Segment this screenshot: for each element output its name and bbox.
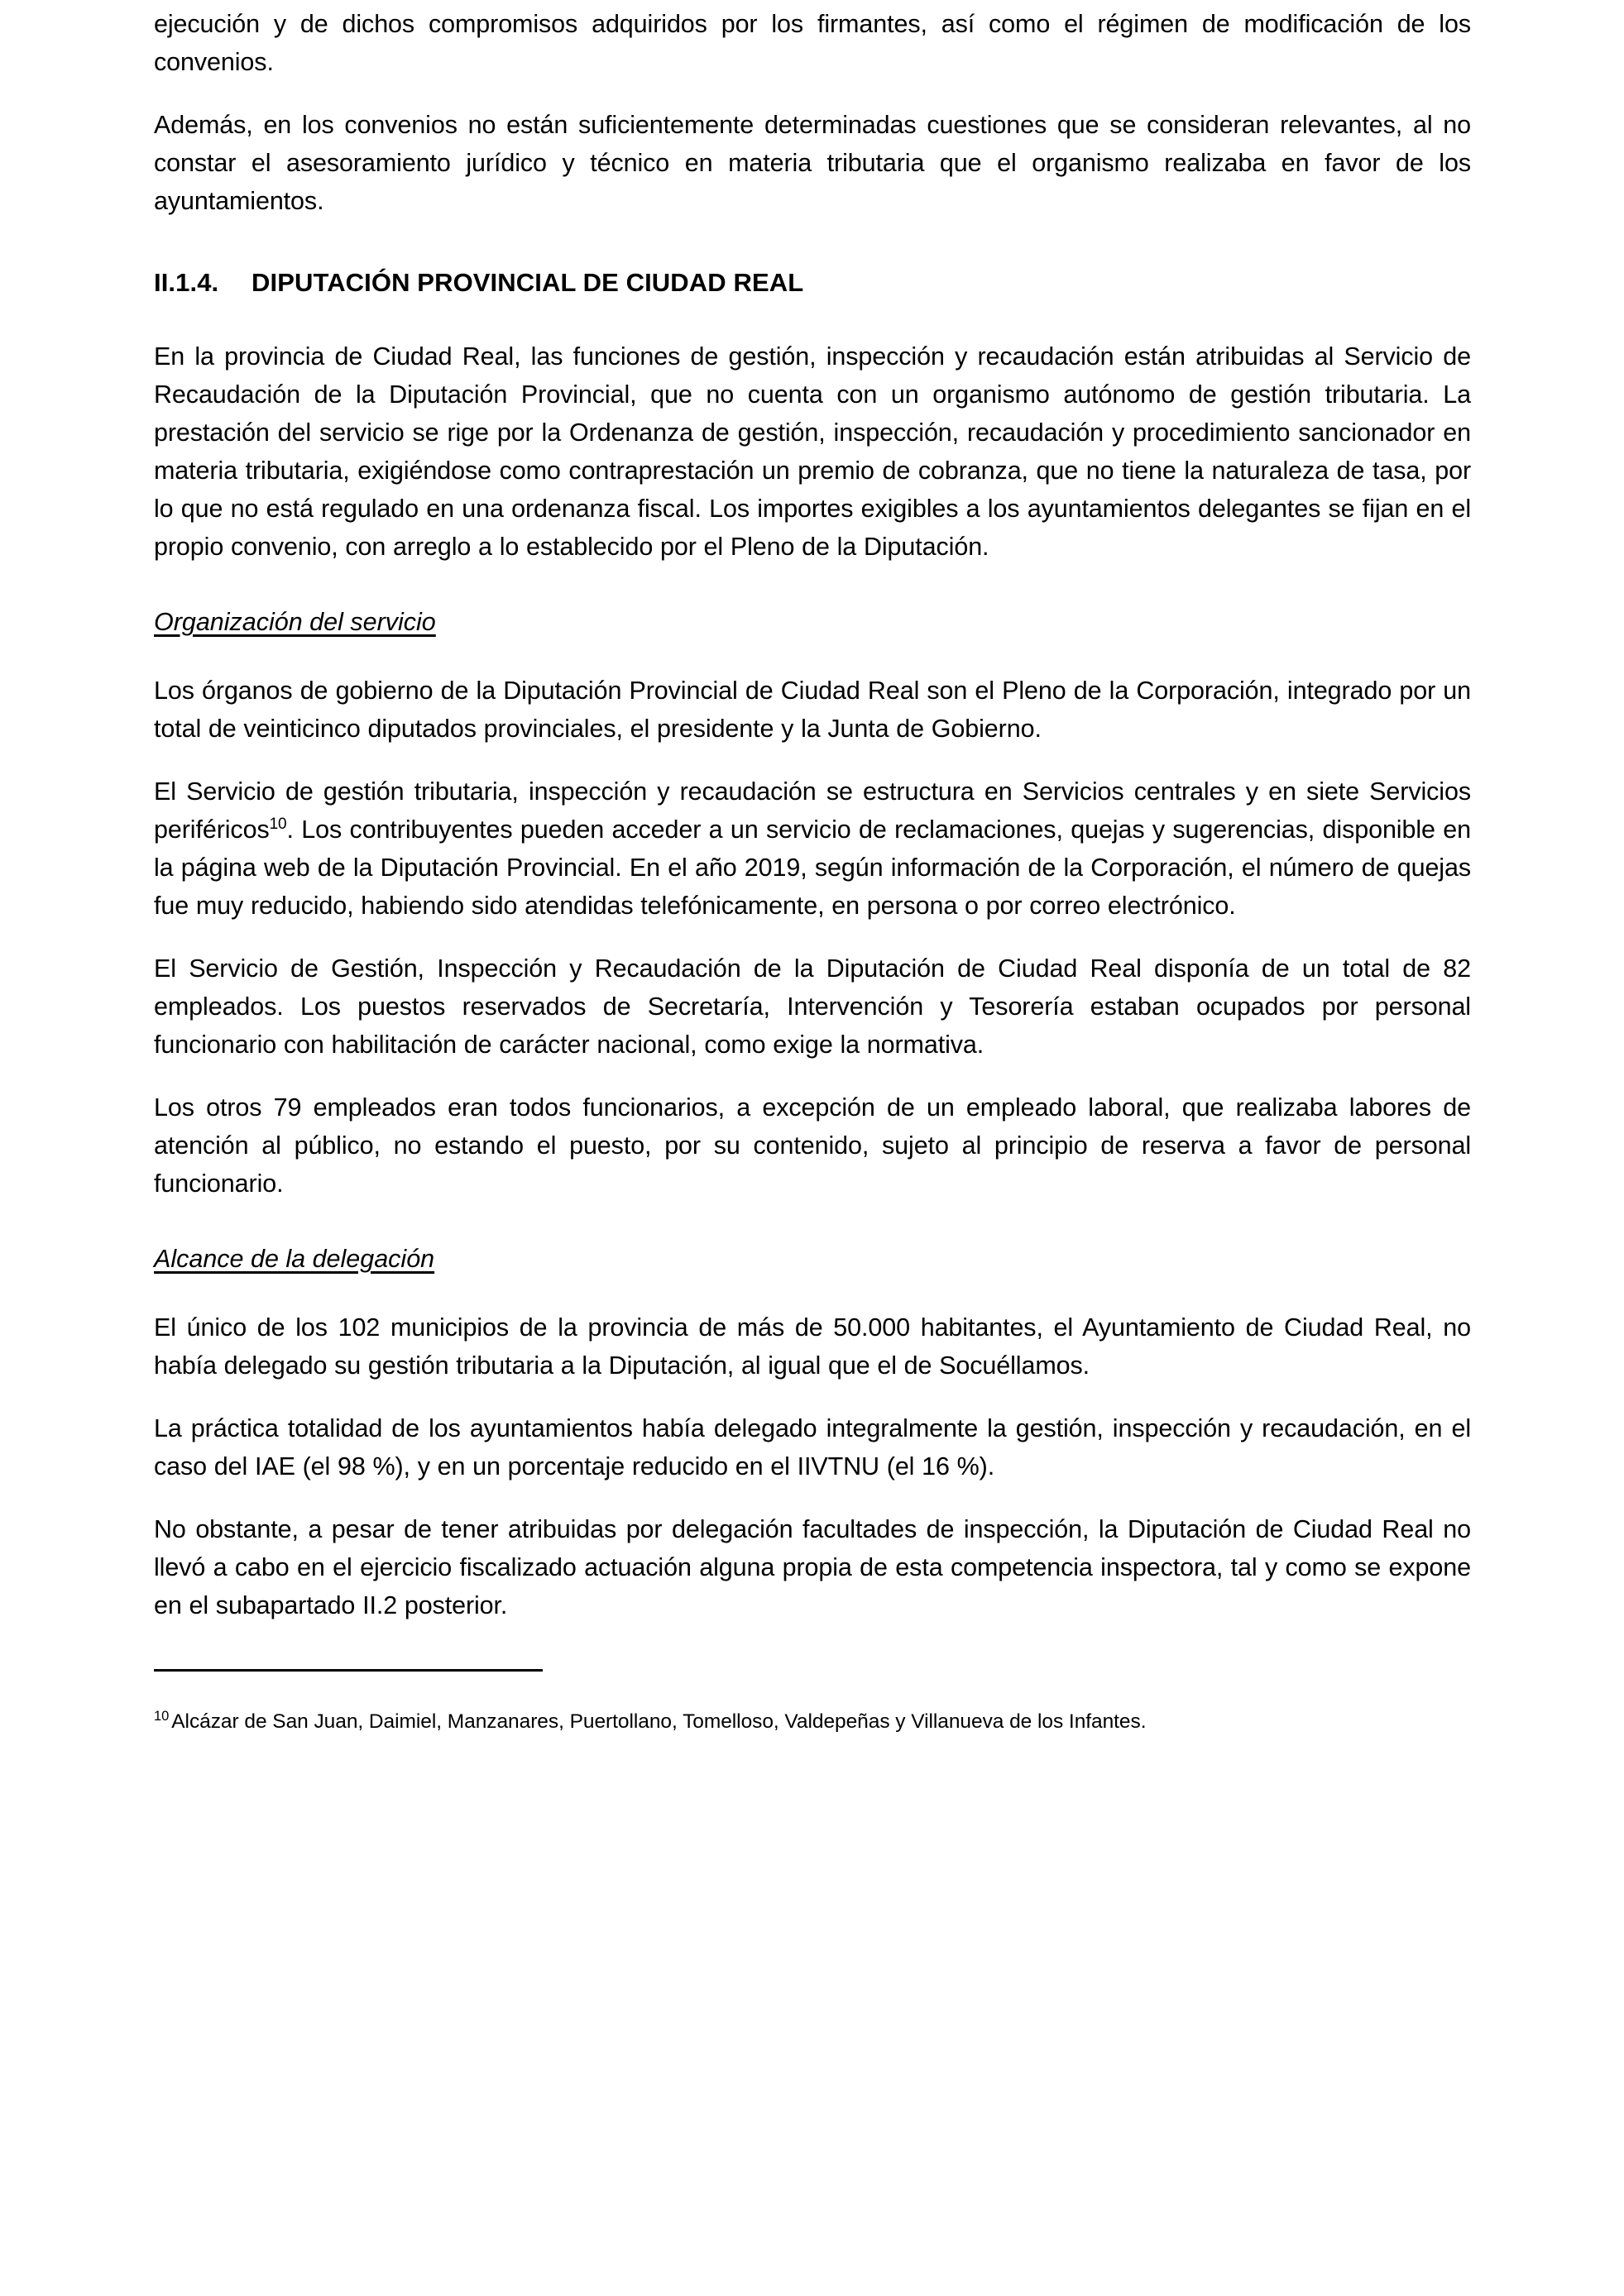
paragraph-servicios-perifericos xyxy=(154,773,1471,925)
paragraph-empleados-funcionarios: Los otros 79 empleados eran todos funcionarios, a excepción de un empleado laboral, que realizaba labores de atención al público, no estando el puesto, por su contenido, sujeto al principio de reserva a favor de personal funcionario. xyxy=(154,1093,1471,1198)
footnote-area xyxy=(154,1669,1471,1736)
paragraph-delegacion-iae-iivtnu: La práctica totalidad de los ayuntamientos había delegado integralmente la gestión, inspección y recaudación, en el caso del IAE (el 98 %), y en un porcentaje reducido en el IIVTNU (el 16 %). xyxy=(154,1414,1471,1480)
paragraph-competencia-inspectora: No obstante, a pesar de tener atribuidas por delegación facultades de inspección, la Diputación de Ciudad Real no llevó a cabo en el ejercicio fiscalizado actuación alguna propia de esta competencia inspectora, tal y como se expone en el subapartado II.2 posterior. xyxy=(154,1515,1471,1619)
footnote-separator-rule xyxy=(154,1669,543,1672)
page-content xyxy=(154,0,1471,1624)
subheading-organizacion-label: Organización del servicio xyxy=(154,608,436,636)
paragraph-servicios-perifericos-part1: El Servicio de gestión tributaria, inspección y recaudación se estructura en Servicios centrales y en siete Servicios periféricos xyxy=(154,777,1471,844)
page-title xyxy=(154,266,1471,299)
footnote-reference-10[interactable]: 10 xyxy=(269,815,287,833)
subheading-alcance-de-la-delegacion xyxy=(154,1242,1471,1275)
subheading-organizacion-del-servicio xyxy=(154,605,1471,639)
paragraph-convenios-relevantes: Además, en los convenios no están suficientemente determinadas cuestiones que se consideran relevantes, al no constar el asesoramiento jurídico y técnico en materia tributaria que el organismo realizaba en favor de los ayuntamientos. xyxy=(154,111,1471,215)
paragraph-municipios: El único de los 102 municipios de la provincia de más de 50.000 habitantes, el Ayuntamiento de Ciudad Real, no había delegado su gestión tributaria a la Diputación, al igual que el de Socuéllamos. xyxy=(154,1313,1471,1380)
section-number: II.1.4. xyxy=(154,268,219,297)
section-title: DIPUTACIÓN PROVINCIAL DE CIUDAD REAL xyxy=(252,268,804,297)
paragraph-organos-de-gobierno: Los órganos de gobierno de la Diputación Provincial de Ciudad Real son el Pleno de la Corporación, integrado por un total de veinticinco diputados provinciales, el presidente y la Junta de Gobierno. xyxy=(154,677,1471,743)
paragraph-empleados-total: El Servicio de Gestión, Inspección y Recaudación de la Diputación de Ciudad Real disponía de un total de 82 empleados. Los puestos reservados de Secretaría, Intervención y Tesorería estaban ocupados por personal funcionario con habilitación de carácter nacional, como exige la normativa. xyxy=(154,954,1471,1059)
paragraph-section-intro: En la provincia de Ciudad Real, las funciones de gestión, inspección y recaudación están atribuidas al Servicio de Recaudación de la Diputación Provincial, que no cuenta con un organismo autónomo de gestión tributaria. La prestación del servicio se rige por la Ordenanza de gestión, inspección, recaudación y procedimiento sancionador en materia tributaria, exigiéndose como contraprestación un premio de cobranza, que no tiene la naturaleza de tasa, por lo que no está regulado en una ordenanza fiscal. Los importes exigibles a los ayuntamientos delegantes se fijan en el propio convenio, con arreglo a lo establecido por el Pleno de la Diputación. xyxy=(154,342,1471,561)
footnote-marker: 10 xyxy=(154,1708,170,1724)
paragraph-servicios-perifericos-part2: . Los contribuyentes pueden acceder a un servicio de reclamaciones, quejas y sugerencias, disponible en la página web de la Diputación Provincial. En el año 2019, según información de la Corporación, el número de quejas fue muy reducido, habiendo sido atendidas telefónicamente, en persona o por correo electrónico. xyxy=(154,816,1471,920)
footnote-entry xyxy=(154,1708,1471,1736)
footnote-text: Alcázar de San Juan, Daimiel, Manzanares, Puertollano, Tomelloso, Valdepeñas y Villanueva de los Infantes. xyxy=(171,1710,1147,1733)
paragraph-continued: ejecución y de dichos compromisos adquiridos por los firmantes, así como el régimen de modificación de los convenios. xyxy=(154,10,1471,76)
subheading-alcance-label: Alcance de la delegación xyxy=(154,1245,435,1273)
